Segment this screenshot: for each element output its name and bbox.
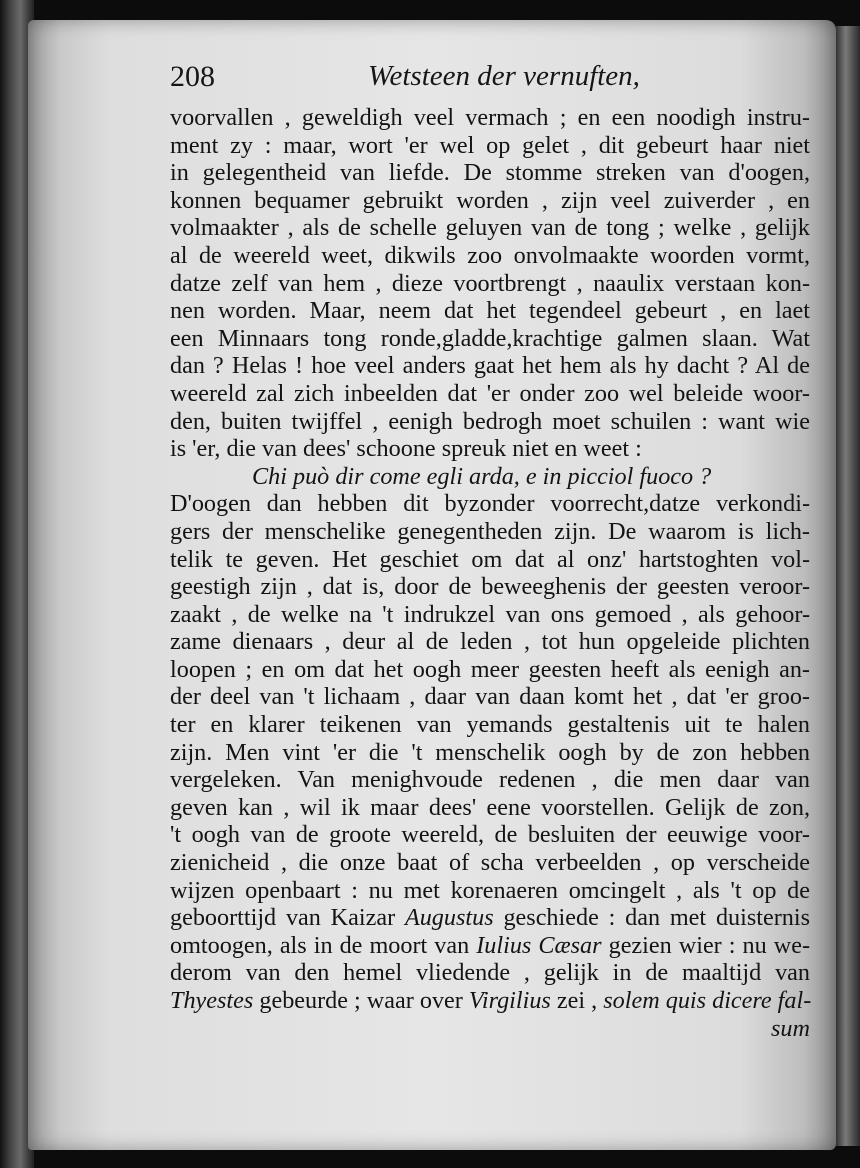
- text-line: [170, 821, 810, 849]
- text-span: gezien wier : nu we-: [601, 931, 811, 959]
- text-span: vergeleken. Van menighvoude redenen , die men daar van: [170, 766, 810, 794]
- text-line: [170, 132, 810, 160]
- text-line: [170, 159, 810, 187]
- text-line: [170, 739, 810, 767]
- text-line: [170, 601, 810, 629]
- text-span: voorvallen , geweldigh veel vermach ; en een noodigh instru-: [170, 104, 810, 131]
- text-span: omtoogen, als in de moort van: [170, 931, 477, 959]
- text-span: gebeurde ; waar over: [253, 987, 469, 1014]
- text-span: konnen bequamer gebruikt worden , zijn veel zuiverder , en: [170, 186, 810, 214]
- body-text: [170, 104, 810, 1042]
- text-span: zame dienaars , deur al de leden , tot hun opgeleide plichten: [170, 628, 810, 656]
- text-line: [170, 242, 810, 270]
- adjacent-page-edge: [836, 26, 860, 1146]
- text-span: loopen ; en om dat het oogh meer geesten heeft als eenigh an-: [170, 655, 810, 683]
- text-line: [170, 877, 810, 905]
- text-line: [170, 435, 810, 463]
- text-span: al de weereld weet, dikwils zoo onvolmaakte woorden vormt,: [170, 241, 810, 269]
- text-span: zijn. Men vint 'er die 't menschelik oogh by de zon hebben: [170, 738, 810, 766]
- text-span: geven kan , wil ik maar dees' eene voorstellen. Gelijk de zon,: [170, 793, 810, 821]
- text-line: [170, 849, 810, 877]
- page-number: 208: [170, 60, 215, 93]
- text-line: [170, 187, 810, 215]
- italic-text: sum: [771, 1014, 810, 1042]
- text-line: [170, 104, 810, 132]
- text-line: [170, 408, 810, 436]
- italic-text: Augustus: [404, 904, 494, 932]
- quotation-line: [170, 463, 810, 491]
- text-span: ter en klarer teikenen van yemands gestaltenis uit te halen: [170, 711, 810, 739]
- text-line: [170, 325, 810, 353]
- text-span: zei ,: [550, 987, 604, 1014]
- text-span: 't oogh van de groote weereld, de besluiten der eeuwige voor-: [170, 821, 810, 849]
- text-span: telik te geven. Het geschiet om dat al onz' hartstoghten vol-: [170, 545, 810, 573]
- text-span: den, buiten twijffel , eenigh bedrogh moet schuilen : want wie: [170, 407, 810, 435]
- text-line: [170, 656, 810, 684]
- text-line: [170, 766, 810, 794]
- text-line: [170, 794, 810, 822]
- text-span: gers der menschelike genegentheden zijn. De waarom is lich-: [170, 517, 810, 545]
- text-span: derom van den hemel vliedende , gelijk in de maaltijd van: [170, 959, 810, 987]
- text-span: is 'er, die van dees' schoone spreuk niet en weet :: [170, 435, 642, 463]
- text-line: [170, 932, 810, 960]
- text-span: geboorttijd van Kaizar: [170, 904, 405, 932]
- text-span: een Minnaars tong ronde,gladde,krachtige galmen slaan. Wat: [170, 324, 810, 352]
- text-span: zienicheid , die onze baat of scha verbeelden , op verscheide: [170, 849, 810, 877]
- text-span: geestigh zijn , dat is, door de beweeghenis der geesten veroor-: [170, 573, 810, 601]
- text-line: [170, 711, 810, 739]
- text-span: weereld zal zich inbeelden dat 'er onder zoo wel beleide woor-: [170, 379, 810, 407]
- text-span: volmaakter , als de schelle geluyen van de tong ; welke , gelijk: [170, 214, 810, 242]
- text-span: wijzen openbaart : nu met korenaeren omcingelt , als 't op de: [170, 876, 810, 904]
- page-header: [170, 60, 810, 104]
- running-title: Wetsteen der vernuften,: [368, 60, 640, 92]
- text-span: ment zy : maar, wort 'er wel op gelet , dit gebeurt haar niet: [170, 131, 810, 159]
- text-span: der deel van 't lichaam , daar van daan komt het , dat 'er groo-: [170, 683, 810, 711]
- text-line: [170, 628, 810, 656]
- text-line: [170, 546, 810, 574]
- text-line: [170, 214, 810, 242]
- text-line: [170, 270, 810, 298]
- text-line: [170, 573, 810, 601]
- text-line: [170, 380, 810, 408]
- text-span: zaakt , de welke na 't indrukzel van ons gemoed , als gehoor-: [170, 600, 810, 628]
- text-span: nen worden. Maar, neem dat het tegendeel gebeurt , en laet: [170, 297, 810, 325]
- text-line: [170, 352, 810, 380]
- text-line: [170, 959, 810, 987]
- text-line: [170, 987, 810, 1015]
- italic-text: Thyestes: [170, 987, 254, 1014]
- italic-text: Chi può dir come egli arda, e in picciol fuoco ?: [252, 462, 712, 490]
- text-span: in gelegentheid van liefde. De stomme streken van d'oogen,: [170, 159, 810, 187]
- text-line: [170, 297, 810, 325]
- italic-text: Virgilius: [468, 987, 551, 1014]
- text-line: [170, 1015, 810, 1043]
- text-span: datze zelf van hem , dieze voortbrengt , naaulix verstaan kon-: [170, 269, 810, 297]
- italic-text: solem quis dicere fal-: [603, 987, 812, 1014]
- italic-text: Iulius Cæsar: [476, 931, 602, 959]
- text-span: geschiede : dan met duisternis: [493, 904, 811, 932]
- text-span: dan ? Helas ! hoe veel anders gaat het hem als hy dacht ? Al de: [170, 352, 810, 380]
- text-line: [170, 518, 810, 546]
- text-line: [170, 490, 810, 518]
- text-line: [170, 683, 810, 711]
- text-span: D'oogen dan hebben dit byzonder voorrecht,datze verkondi-: [170, 490, 810, 518]
- text-line: [170, 904, 810, 932]
